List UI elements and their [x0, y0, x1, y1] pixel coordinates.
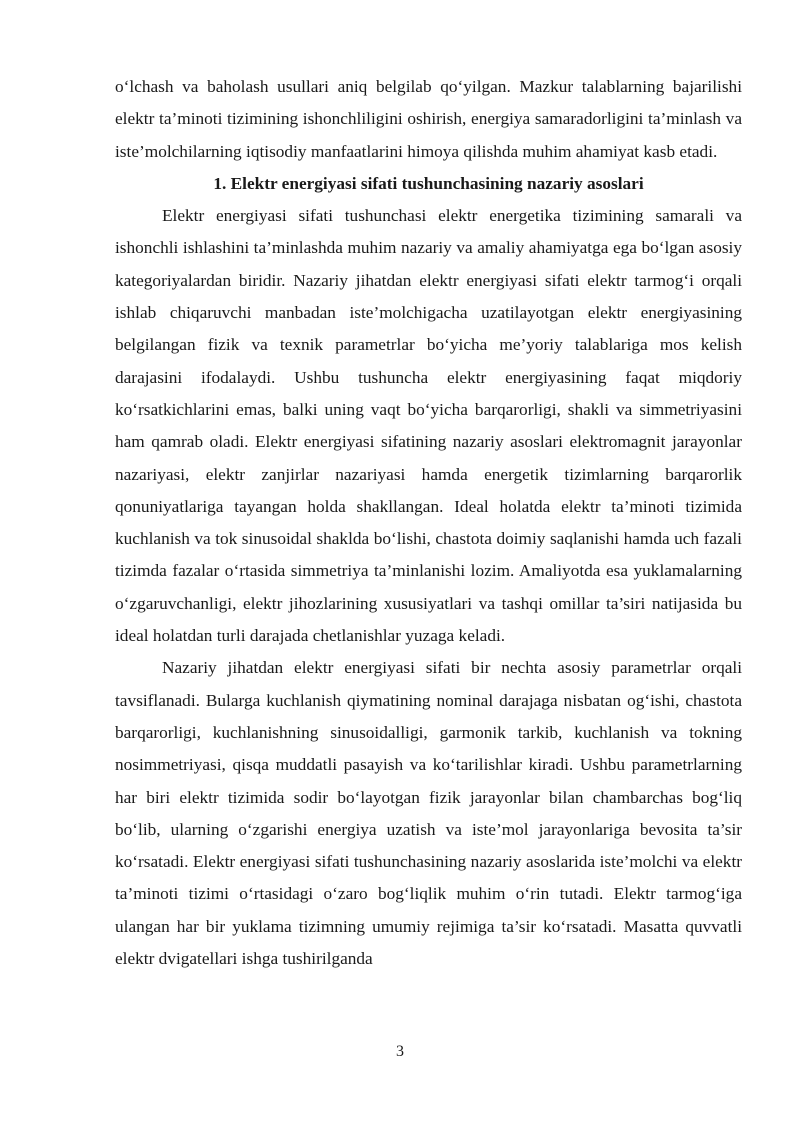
body-paragraph: o‘lchash va baholash usullari aniq belgilab qo‘yilgan. Mazkur talablarning bajarilishi elektr ta’minoti tizimining ishonchliligini oshirish, energiya samaradorligini ta’minlash va iste’molchilarning iqtisodiy manfaatlarini himoya qilishda muhim ahamiyat kasb etadi. [115, 77, 742, 161]
body-paragraph: Nazariy jihatdan elektr energiyasi sifati bir nechta asosiy parametrlar orqali tavsiflanadi. Bularga kuchlanish qiymatining nominal darajaga nisbatan og‘ishi, chastota barqarorligi, kuchlanishning sinusoidalligi, garmonik tarkib, kuchlanish va tokning nosimmetriyasi, qisqa muddatli pasayish va ko‘tarilishlar kiradi. Ushbu parametrlarning har biri elektr tizimida sodir bo‘layotgan fizik jarayonlar bilan chambarchas bog‘liq bo‘lib, ularning o‘zgarishi energiya uzatish va iste’mol jarayonlariga bevosita ta’sir ko‘rsatadi. Elektr energiyasi sifati tushunchasining nazariy asoslarida iste’molchi va elektr ta’minoti tizimi o‘rtasidagi o‘zaro bog‘liqlik muhim o‘rin tutadi. Elektr tarmog‘iga ulangan har bir yuklama tizimning umumiy rejimiga ta’sir ko‘rsatadi. Masatta quvvatli elektr dvigatellari ishga tushirilganda [115, 658, 742, 969]
section-heading: 1. Elektr energiyasi sifati tushunchasining nazariy asoslari [213, 173, 644, 193]
body-paragraph: Elektr energiyasi sifati tushunchasi elektr energetika tizimining samarali va ishonchli ishlashini ta’minlashda muhim nazariy va amaliy ahamiyatga ega bo‘lgan asosiy kategoriyalardan biridir. Nazariy jihatdan elektr energiyasi sifati elektr tarmog‘i orqali ishlab chiqaruvchi manbadan iste’molchigacha uzatilayotgan elektr energiyasining belgilangan fizik va texnik parametrlar bo‘yicha me’yoriy talablariga mos kelish darajasini ifodalaydi. Ushbu tushuncha elektr energiyasining faqat miqdoriy ko‘rsatkichlarini emas, balki uning vaqt bo‘yicha barqarorligi, shakli va simmetriyasini ham qamrab oladi. Elektr energiyasi sifatining nazariy asoslari elektromagnit jarayonlar nazariyasi, elektr zanjirlar nazariyasi hamda energetik tizimlarning barqarorlik qonuniyatlariga tayangan holda shakllangan. Ideal holatda elektr ta’minoti tizimida kuchlanish va tok sinusoidal shaklda bo‘lishi, chastota doimiy saqlanishi hamda uch fazali tizimda fazalar o‘rtasida simmetriya ta’minlanishi lozim. Amaliyotda esa yuklamalarning o‘zgaruvchanligi, elektr jihozlarining xususiyatlari va tashqi omillar ta’siri natijasida bu ideal holatdan turli darajada chetlanishlar yuzaga keladi. [115, 206, 742, 646]
page-number: 3 [396, 1043, 404, 1060]
document-page [115, 71, 742, 975]
